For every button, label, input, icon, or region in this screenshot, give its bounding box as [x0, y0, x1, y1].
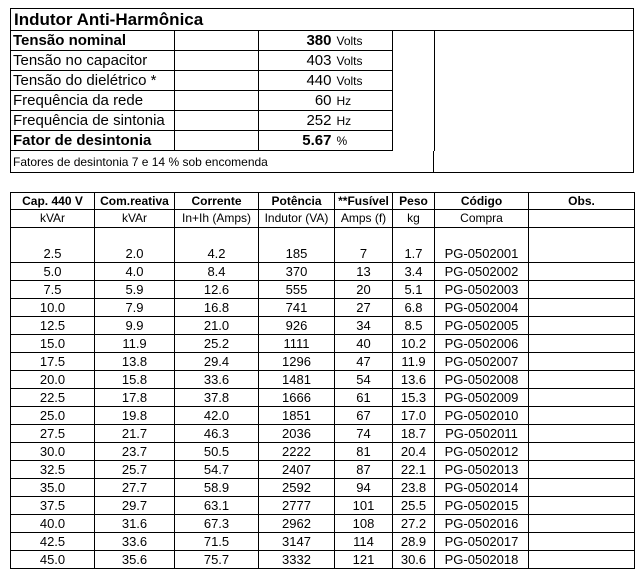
- table-cell: 58.9: [175, 479, 259, 497]
- table-row: [11, 389, 635, 407]
- table-cell: PG-0502011: [435, 425, 529, 443]
- table-cell: 6.8: [393, 299, 435, 317]
- parameter-value: 380: [259, 31, 335, 51]
- table-cell: [529, 497, 635, 515]
- column-header: Código: [435, 193, 529, 210]
- table-cell: 40.0: [11, 515, 95, 533]
- table-cell: PG-0502016: [435, 515, 529, 533]
- table-cell: PG-0502014: [435, 479, 529, 497]
- parameter-value: 60: [259, 91, 335, 111]
- table-row: [11, 497, 635, 515]
- table-row: [11, 479, 635, 497]
- table-cell: 15.3: [393, 389, 435, 407]
- table-row: [11, 533, 635, 551]
- column-subheader: In+Ih (Amps): [175, 210, 259, 228]
- table-cell: 1481: [259, 371, 335, 389]
- table-cell: 20.0: [11, 371, 95, 389]
- table-cell: 67: [335, 407, 393, 425]
- table-cell: PG-0502017: [435, 533, 529, 551]
- table-cell: PG-0502003: [435, 281, 529, 299]
- table-cell: [529, 407, 635, 425]
- table-cell: 4.2: [175, 245, 259, 263]
- table-cell: [529, 461, 635, 479]
- table-cell: 8.4: [175, 263, 259, 281]
- table-cell: 42.0: [175, 407, 259, 425]
- table-cell: 10.0: [11, 299, 95, 317]
- table-cell: 5.9: [95, 281, 175, 299]
- parameter-row: [11, 31, 435, 51]
- table-cell: 25.0: [11, 407, 95, 425]
- column-subheader: kg: [393, 210, 435, 228]
- parameter-row: [11, 91, 435, 111]
- table-cell: 22.5: [11, 389, 95, 407]
- table-cell: 33.6: [175, 371, 259, 389]
- table-cell: PG-0502013: [435, 461, 529, 479]
- parameter-value: 5.67: [259, 131, 335, 151]
- table-spacer-row: [11, 228, 635, 246]
- table-cell: [529, 335, 635, 353]
- table-cell: 28.9: [393, 533, 435, 551]
- table-cell: 1111: [259, 335, 335, 353]
- table-cell: 926: [259, 317, 335, 335]
- detuning-note: Fatores de desintonia 7 e 14 % sob encomenda: [10, 151, 434, 173]
- table-cell: 3332: [259, 551, 335, 569]
- column-header: Potência: [259, 193, 335, 210]
- table-cell: 13.6: [393, 371, 435, 389]
- table-cell: [529, 245, 635, 263]
- table-cell: 1851: [259, 407, 335, 425]
- table-cell: 23.8: [393, 479, 435, 497]
- table-cell: 71.5: [175, 533, 259, 551]
- table-cell: 2222: [259, 443, 335, 461]
- table-cell: PG-0502012: [435, 443, 529, 461]
- parameter-blank-cell: [175, 71, 259, 91]
- table-cell: 13: [335, 263, 393, 281]
- table-cell: 121: [335, 551, 393, 569]
- table-cell: 37.8: [175, 389, 259, 407]
- table-cell: 2592: [259, 479, 335, 497]
- table-cell: 35.0: [11, 479, 95, 497]
- inductor-table: [10, 192, 635, 569]
- table-row: [11, 335, 635, 353]
- table-cell: 12.6: [175, 281, 259, 299]
- table-cell: PG-0502015: [435, 497, 529, 515]
- table-cell: 2777: [259, 497, 335, 515]
- table-cell: 21.7: [95, 425, 175, 443]
- table-cell: PG-0502007: [435, 353, 529, 371]
- table-cell: 2.5: [11, 245, 95, 263]
- parameter-unit: Volts: [335, 31, 393, 51]
- column-header: Com.reativa: [95, 193, 175, 210]
- table-cell: 1.7: [393, 245, 435, 263]
- parameter-label: Frequência da rede: [11, 91, 175, 111]
- table-cell: 74: [335, 425, 393, 443]
- table-row: [11, 281, 635, 299]
- column-subheader: [529, 210, 635, 228]
- table-cell: PG-0502001: [435, 245, 529, 263]
- table-cell: 35.6: [95, 551, 175, 569]
- table-cell: 7.9: [95, 299, 175, 317]
- parameter-label: Tensão no capacitor: [11, 51, 175, 71]
- table-row: [11, 353, 635, 371]
- table-cell: 94: [335, 479, 393, 497]
- table-cell: 15.0: [11, 335, 95, 353]
- table-cell: 67.3: [175, 515, 259, 533]
- table-row: [11, 425, 635, 443]
- table-cell: 18.7: [393, 425, 435, 443]
- table-cell: [529, 389, 635, 407]
- table-cell: [529, 317, 635, 335]
- parameter-blank-cell: [175, 51, 259, 71]
- table-cell: PG-0502002: [435, 263, 529, 281]
- table-cell: 16.8: [175, 299, 259, 317]
- column-header: Corrente: [175, 193, 259, 210]
- table-cell: 75.7: [175, 551, 259, 569]
- table-row: [11, 443, 635, 461]
- table-row: [11, 461, 635, 479]
- table-cell: 27.2: [393, 515, 435, 533]
- table-row: [11, 371, 635, 389]
- table-row: [11, 515, 635, 533]
- table-cell: [529, 551, 635, 569]
- sheet-title: Indutor Anti-Harmônica: [10, 8, 634, 30]
- table-row: [11, 317, 635, 335]
- parameter-unit: Volts: [335, 51, 393, 71]
- table-cell: PG-0502006: [435, 335, 529, 353]
- column-header: Cap. 440 V: [11, 193, 95, 210]
- parameter-blank-cell: [393, 111, 435, 131]
- table-cell: 2407: [259, 461, 335, 479]
- table-cell: 114: [335, 533, 393, 551]
- table-cell: 25.5: [393, 497, 435, 515]
- table-cell: [529, 533, 635, 551]
- parameter-unit: %: [335, 131, 393, 151]
- table-cell: 185: [259, 245, 335, 263]
- table-cell: 555: [259, 281, 335, 299]
- table-cell: 63.1: [175, 497, 259, 515]
- table-cell: 17.0: [393, 407, 435, 425]
- parameter-label: Tensão do dielétrico *: [11, 71, 175, 91]
- table-cell: 32.5: [11, 461, 95, 479]
- table-cell: PG-0502009: [435, 389, 529, 407]
- parameter-blank-cell: [393, 91, 435, 111]
- parameters-blank-area: [434, 30, 634, 173]
- table-cell: 27: [335, 299, 393, 317]
- table-cell: 29.4: [175, 353, 259, 371]
- table-row: [11, 551, 635, 569]
- table-cell: 3147: [259, 533, 335, 551]
- table-cell: 1296: [259, 353, 335, 371]
- table-row: [11, 263, 635, 281]
- table-cell: 108: [335, 515, 393, 533]
- table-cell: 33.6: [95, 533, 175, 551]
- table-cell: [529, 281, 635, 299]
- table-cell: 29.7: [95, 497, 175, 515]
- table-cell: 87: [335, 461, 393, 479]
- table-cell: 11.9: [393, 353, 435, 371]
- table-cell: 741: [259, 299, 335, 317]
- parameter-row: [11, 51, 435, 71]
- table-cell: 15.8: [95, 371, 175, 389]
- table-cell: 1666: [259, 389, 335, 407]
- table-cell: 81: [335, 443, 393, 461]
- table-cell: 54: [335, 371, 393, 389]
- column-header: Peso: [393, 193, 435, 210]
- table-cell: 13.8: [95, 353, 175, 371]
- table-cell: 27.5: [11, 425, 95, 443]
- parameter-value: 252: [259, 111, 335, 131]
- parameter-row: [11, 131, 435, 151]
- table-cell: 370: [259, 263, 335, 281]
- parameter-blank-cell: [175, 111, 259, 131]
- table-cell: 11.9: [95, 335, 175, 353]
- table-cell: [529, 371, 635, 389]
- parameter-blank-cell: [393, 31, 435, 51]
- table-cell: PG-0502004: [435, 299, 529, 317]
- table-cell: 37.5: [11, 497, 95, 515]
- table-cell: 54.7: [175, 461, 259, 479]
- table-cell: 47: [335, 353, 393, 371]
- table-cell: 23.7: [95, 443, 175, 461]
- parameter-row: [11, 71, 435, 91]
- table-cell: PG-0502008: [435, 371, 529, 389]
- table-cell: 42.5: [11, 533, 95, 551]
- parameter-blank-cell: [393, 51, 435, 71]
- table-cell: 4.0: [95, 263, 175, 281]
- column-subheader: kVAr: [95, 210, 175, 228]
- column-header: Obs.: [529, 193, 635, 210]
- parameter-row: [11, 111, 435, 131]
- table-cell: 25.2: [175, 335, 259, 353]
- parameter-label: Tensão nominal: [11, 31, 175, 51]
- table-cell: 20.4: [393, 443, 435, 461]
- table-cell: 17.8: [95, 389, 175, 407]
- table-cell: 2036: [259, 425, 335, 443]
- table-cell: 50.5: [175, 443, 259, 461]
- table-cell: 19.8: [95, 407, 175, 425]
- table-cell: 34: [335, 317, 393, 335]
- table-cell: 2.0: [95, 245, 175, 263]
- table-cell: PG-0502010: [435, 407, 529, 425]
- parameter-unit: Volts: [335, 71, 393, 91]
- table-cell: 7.5: [11, 281, 95, 299]
- table-cell: 12.5: [11, 317, 95, 335]
- table-cell: 17.5: [11, 353, 95, 371]
- table-cell: 46.3: [175, 425, 259, 443]
- parameter-unit: Hz: [335, 91, 393, 111]
- parameter-blank-cell: [175, 31, 259, 51]
- column-subheader: Indutor (VA): [259, 210, 335, 228]
- table-header-row: [11, 193, 635, 210]
- table-cell: 101: [335, 497, 393, 515]
- table-cell: 45.0: [11, 551, 95, 569]
- table-row: [11, 245, 635, 263]
- table-cell: 40: [335, 335, 393, 353]
- table-cell: 61: [335, 389, 393, 407]
- table-cell: [529, 299, 635, 317]
- table-cell: [529, 479, 635, 497]
- table-cell: PG-0502018: [435, 551, 529, 569]
- column-subheader: Compra: [435, 210, 529, 228]
- table-cell: 5.1: [393, 281, 435, 299]
- table-cell: 2962: [259, 515, 335, 533]
- parameter-value: 440: [259, 71, 335, 91]
- table-row: [11, 407, 635, 425]
- table-row: [11, 299, 635, 317]
- table-cell: 3.4: [393, 263, 435, 281]
- parameter-blank-cell: [393, 71, 435, 91]
- parameter-value: 403: [259, 51, 335, 71]
- table-cell: 10.2: [393, 335, 435, 353]
- table-cell: 8.5: [393, 317, 435, 335]
- table-cell: 20: [335, 281, 393, 299]
- parameter-blank-cell: [393, 131, 435, 151]
- parameter-label: Frequência de sintonia: [11, 111, 175, 131]
- table-cell: [529, 425, 635, 443]
- parameter-blank-cell: [175, 131, 259, 151]
- table-cell: [529, 353, 635, 371]
- column-header: **Fusível: [335, 193, 393, 210]
- table-cell: 22.1: [393, 461, 435, 479]
- parameters-table: [10, 30, 435, 151]
- parameter-blank-cell: [175, 91, 259, 111]
- table-cell: 30.0: [11, 443, 95, 461]
- table-cell: 9.9: [95, 317, 175, 335]
- table-cell: 27.7: [95, 479, 175, 497]
- table-subheader-row: [11, 210, 635, 228]
- table-cell: 7: [335, 245, 393, 263]
- table-cell: [529, 263, 635, 281]
- table-cell: PG-0502005: [435, 317, 529, 335]
- table-cell: [529, 515, 635, 533]
- column-subheader: Amps (f): [335, 210, 393, 228]
- column-subheader: kVAr: [11, 210, 95, 228]
- parameter-unit: Hz: [335, 111, 393, 131]
- table-cell: 25.7: [95, 461, 175, 479]
- table-cell: 5.0: [11, 263, 95, 281]
- table-cell: 31.6: [95, 515, 175, 533]
- parameter-label: Fator de desintonia: [11, 131, 175, 151]
- table-cell: [529, 443, 635, 461]
- table-cell: 30.6: [393, 551, 435, 569]
- table-cell: 21.0: [175, 317, 259, 335]
